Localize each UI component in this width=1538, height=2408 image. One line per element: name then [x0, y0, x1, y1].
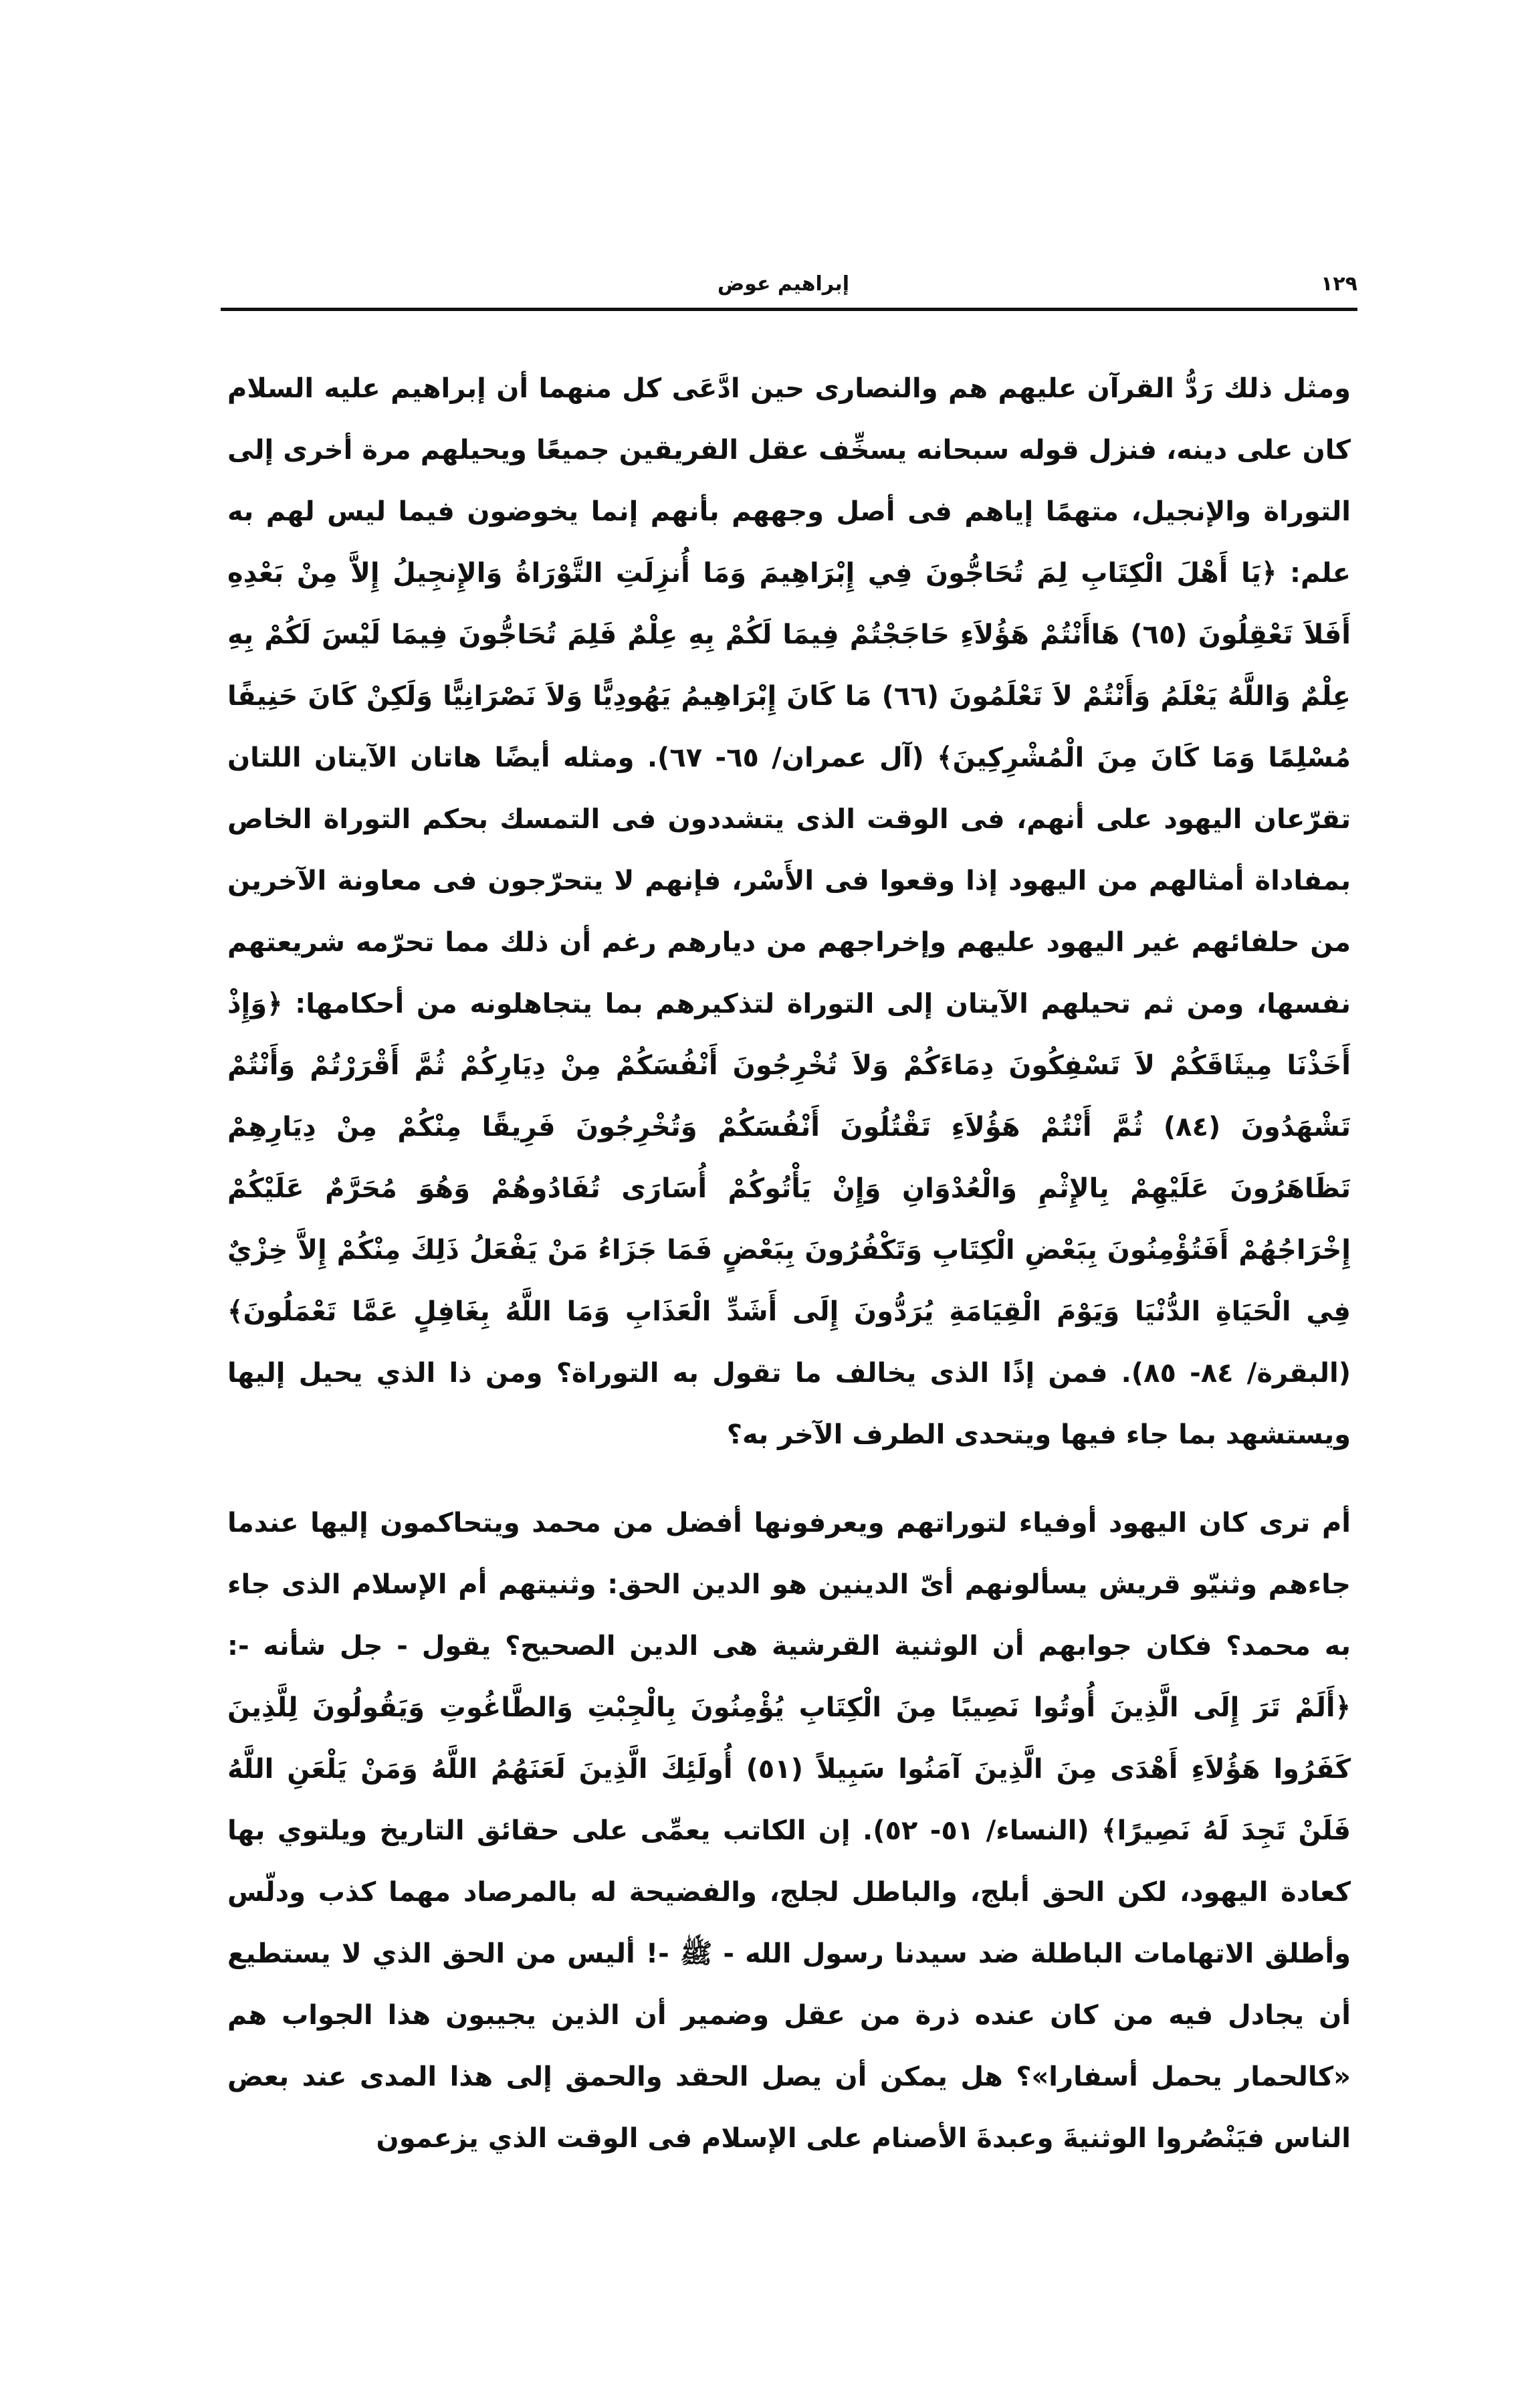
paragraph-1: ومثل ذلك رَدُّ القرآن عليهم هم والنصارى حين ادَّعَى كل منهما أن إبراهيم عليه السلام كان على دينه، فنزل قوله سبحانه يسخِّف عقل الفريقين جميعًا ويحيلهم مرة أخرى إلى التوراة والإنجيل، متهمًا إياهم فى أصل وجههم بأنهم إنما يخوضون فيما ليس لهم به علم: ﴿يَا أَهْلَ الْكِتَابِ لِمَ تُحَاجُّونَ فِي إِبْرَاهِيمَ وَمَا أُنزِلَتِ التَّوْرَاةُ وَالإِنجِيلُ إِلاَّ مِنْ بَعْدِهِ أَفَلاَ تَعْقِلُونَ (٦٥) هَاأَنْتُمْ هَؤُلاَءِ حَاجَجْتُمْ فِيمَا لَكُمْ بِهِ عِلْمٌ فَلِمَ تُحَاجُّونَ فِيمَا لَيْسَ لَكُمْ بِهِ عِلْمٌ وَاللَّهُ يَعْلَمُ وَأَنْتُمْ لاَ تَعْلَمُونَ (٦٦) مَا كَانَ إِبْرَاهِيمُ يَهُودِيًّا وَلاَ نَصْرَانِيًّا وَلَكِنْ كَانَ حَنِيفًا مُسْلِمًا وَمَا كَانَ مِنَ الْمُشْرِكِينَ﴾ (آل عمران/ ٦٥- ٦٧). ومثله أيضًا هاتان الآيتان اللتان تقرّعان اليهود على أنهم، فى الوقت الذى يتشددون فى التمسك بحكم التوراة الخاص بمفاداة أمثالهم من اليهود إذا وقعوا فى الأَسْر، فإنهم لا يتحرّجون فى معاونة الآخرين من حلفائهم غير اليهود عليهم وإخراجهم من ديارهم رغم أن ذلك مما تحرّمه شريعتهم نفسها، ومن ثم تحيلهم الآيتان إلى التوراة لتذكيرهم بما يتجاهلونه من أحكامها: ﴿وَإِذْ أَخَذْنَا مِيثَاقَكُمْ لاَ تَسْفِكُونَ دِمَاءَكُمْ وَلاَ تُخْرِجُونَ أَنْفُسَكُمْ مِنْ دِيَارِكُمْ ثُمَّ أَقْرَرْتُمْ وَأَنْتُمْ تَشْهَدُونَ (٨٤) ثُمَّ أَنْتُمْ هَؤُلاَءِ تَقْتُلُونَ أَنْفُسَكُمْ وَتُخْرِجُونَ فَرِيقًا مِنْكُمْ مِنْ دِيَارِهِمْ تَظَاهَرُونَ عَلَيْهِمْ بِالإِثْمِ وَالْعُدْوَانِ وَإِنْ يَأْتُوكُمْ أُسَارَى تُفَادُوهُمْ وَهُوَ مُحَرَّمٌ عَلَيْكُمْ إِخْرَاجُهُمْ أَفَتُؤْمِنُونَ بِبَعْضِ الْكِتَابِ وَتَكْفُرُونَ بِبَعْضٍ فَمَا جَزَاءُ مَنْ يَفْعَلُ ذَلِكَ مِنْكُمْ إِلاَّ خِزْيٌ فِي الْحَيَاةِ الدُّنْيَا وَيَوْمَ الْقِيَامَةِ يُرَدُّونَ إِلَى أَشَدِّ الْعَذَابِ وَمَا اللَّهُ بِغَافِلٍ عَمَّا تَعْمَلُونَ﴾ (البقرة/ ٨٤- ٨٥). فمن إذًا الذى يخالف ما تقول به التوراة؟ ومن ذا الذي يحيل إليها ويستشهد بما جاء فيها ويتحدى الطرف الآخر به؟	[227, 373, 1351, 1450]
page-number: ١٢٩	[1321, 272, 1357, 296]
body-text	[227, 358, 1351, 2169]
running-header-author: إبراهيم عوض	[717, 272, 849, 296]
paragraph-2: أم ترى كان اليهود أوفياء لتوراتهم ويعرفونها أفضل من محمد ويتحاكمون إليها عندما جاءهم وثنيّو قريش يسألونهم أىّ الدينين هو الدين الحق: وثنيتهم أم الإسلام الذى جاء به محمد؟ فكان جوابهم أن الوثنية القرشية هى الدين الصحيح؟ يقول - جل شأنه -: ﴿أَلَمْ تَرَ إِلَى الَّذِينَ أُوتُوا نَصِيبًا مِنَ الْكِتَابِ يُؤْمِنُونَ بِالْجِبْتِ وَالطَّاغُوتِ وَيَقُولُونَ لِلَّذِينَ كَفَرُوا هَؤُلاَءِ أَهْدَى مِنَ الَّذِينَ آمَنُوا سَبِيلاً (٥١) أُولَئِكَ الَّذِينَ لَعَنَهُمُ اللَّهُ وَمَنْ يَلْعَنِ اللَّهُ فَلَنْ تَجِدَ لَهُ نَصِيرًا﴾ (النساء/ ٥١- ٥٢). إن الكاتب يعمِّى على حقائق التاريخ ويلتوي بها كعادة اليهود، لكن الحق أبلج، والباطل لجلج، والفضيحة له بالمرصاد مهما كذب ودلّس وأطلق الاتهامات الباطلة ضد سيدنا رسول الله - ﷺ -! أليس من الحق الذي لا يستطيع أن يجادل فيه من كان عنده ذرة من عقل وضمير أن الذين يجيبون هذا الجواب هم «كالحمار يحمل أسفارا»؟ هل يمكن أن يصل الحقد والحمق إلى هذا المدى عند بعض الناس فيَنْصُروا الوثنيةَ وعبدةَ الأصنام على الإسلام فى الوقت الذي يزعمون	[227, 1508, 1351, 2154]
running-header	[221, 264, 1357, 304]
header-rule	[221, 308, 1357, 311]
